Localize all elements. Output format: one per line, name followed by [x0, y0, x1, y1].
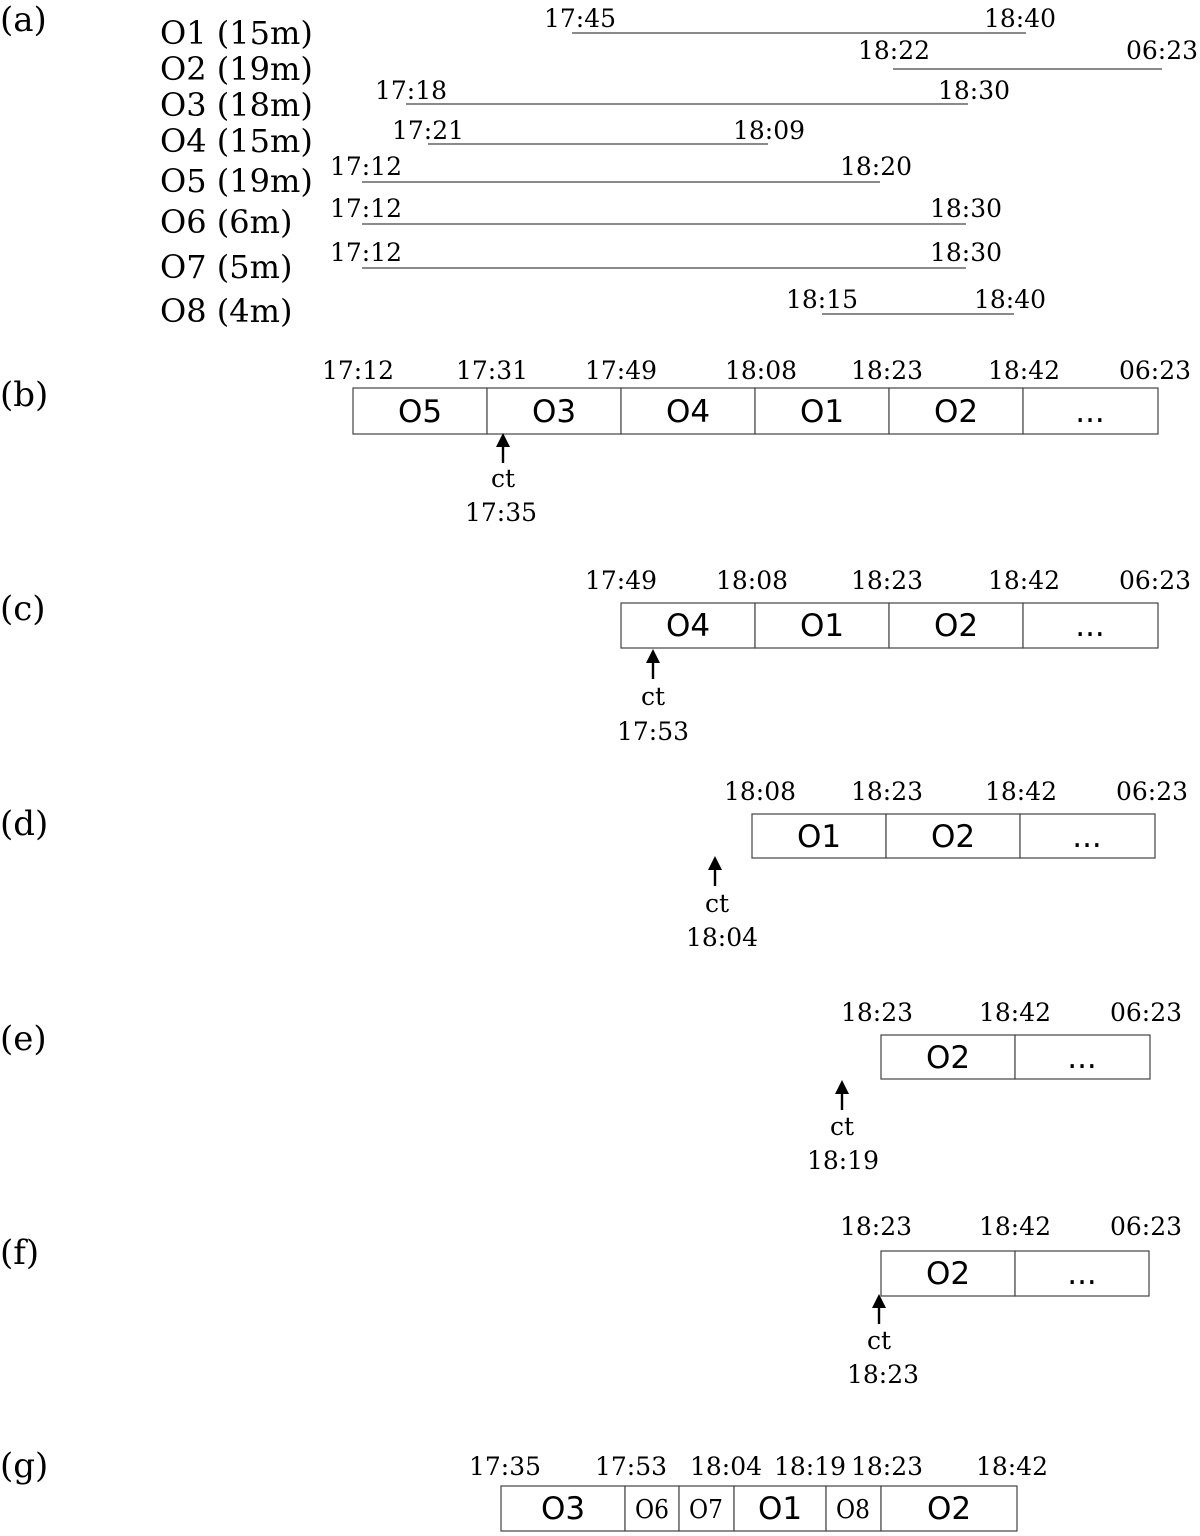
order-label-o5: O5 (19m): [160, 162, 313, 200]
panel-a: [0, 0, 1198, 330]
order-label-o3: O3 (18m): [160, 86, 313, 124]
interval-start-o7: 17:12: [330, 238, 403, 267]
panel-f: [0, 1212, 1182, 1389]
schedule-time: 18:08: [724, 356, 798, 385]
arrowhead-icon: [646, 649, 660, 663]
interval-o8: [160, 285, 1046, 330]
schedule-time: 18:04: [689, 1452, 763, 1481]
arrowhead-icon: [835, 1080, 849, 1094]
cell-label: O8: [836, 1495, 870, 1525]
order-label-o1: O1 (15m): [160, 14, 313, 52]
interval-start-o2: 18:22: [858, 36, 931, 65]
order-label-o4: O4 (15m): [160, 122, 313, 160]
cell-label: O1: [796, 819, 842, 855]
schedule-time: 18:42: [987, 356, 1061, 385]
cell-label: O1: [799, 608, 845, 644]
schedule-time: 18:23: [850, 1452, 924, 1481]
interval-start-o1: 17:45: [544, 4, 617, 33]
schedule-time: 18:42: [978, 998, 1052, 1027]
panel-label-b: (b): [0, 375, 49, 415]
schedule-time: 18:19: [773, 1452, 847, 1481]
schedule-time: 17:49: [584, 566, 658, 595]
schedule-time: 06:23: [1115, 777, 1189, 806]
cell-label: O2: [925, 1256, 971, 1292]
schedule-time: 18:08: [723, 777, 797, 806]
schedule-time: 18:23: [840, 998, 914, 1027]
ct-label: ct: [829, 1112, 855, 1141]
schedule-time: 18:23: [850, 566, 924, 595]
schedule-time: 17:31: [455, 356, 529, 385]
schedule-time: 18:42: [984, 777, 1058, 806]
schedule-time: 17:35: [468, 1452, 542, 1481]
schedule-time: 18:42: [975, 1452, 1049, 1481]
cell-label: ...: [1067, 1040, 1097, 1076]
interval-o7: [160, 238, 1002, 286]
schedule-time: 06:23: [1118, 356, 1192, 385]
panel-d: [0, 777, 1188, 952]
interval-end-o1: 18:40: [984, 4, 1057, 33]
interval-end-o6: 18:30: [930, 194, 1003, 223]
ct-label: ct: [866, 1326, 892, 1355]
current-time-marker: [847, 1294, 919, 1389]
schedule-time: 18:42: [978, 1212, 1052, 1241]
current-time-marker: [617, 649, 689, 746]
cell-label: O7: [689, 1495, 723, 1525]
schedule-time: 06:23: [1109, 998, 1183, 1027]
interval-o6: [160, 194, 1002, 241]
cell-label: O1: [757, 1491, 803, 1527]
schedule-time: 06:23: [1109, 1212, 1183, 1241]
panel-label-a: (a): [0, 0, 47, 40]
order-label-o2: O2 (19m): [160, 50, 313, 88]
interval-end-o4: 18:09: [733, 116, 806, 145]
interval-end-o8: 18:40: [974, 285, 1047, 314]
order-label-o7: O7 (5m): [160, 248, 293, 286]
schedule-time: 17:49: [584, 356, 658, 385]
interval-start-o6: 17:12: [330, 194, 403, 223]
interval-start-o3: 17:18: [375, 76, 448, 105]
panel-label-g: (g): [0, 1446, 49, 1486]
schedule-time: 18:42: [987, 566, 1061, 595]
interval-start-o8: 18:15: [786, 285, 859, 314]
interval-end-o3: 18:30: [938, 76, 1011, 105]
arrowhead-icon: [708, 856, 722, 870]
cell-label: O3: [531, 394, 577, 430]
ct-time: 18:23: [846, 1360, 920, 1389]
cell-label: O5: [397, 394, 443, 430]
interval-end-o7: 18:30: [930, 238, 1003, 267]
schedule-time: 18:23: [850, 356, 924, 385]
panel-label-e: (e): [0, 1019, 47, 1059]
cell-label: O4: [665, 394, 711, 430]
ct-time: 17:35: [464, 498, 538, 527]
cell-label: ...: [1072, 819, 1102, 855]
panel-label-d: (d): [0, 804, 49, 844]
interval-o4: [160, 116, 805, 160]
ct-time: 18:04: [685, 923, 759, 952]
schedule-time: 06:23: [1118, 566, 1192, 595]
cell-label: ...: [1075, 394, 1105, 430]
schedule-time: 18:23: [850, 777, 924, 806]
cell-label: O2: [933, 394, 979, 430]
schedule-time: 18:08: [715, 566, 789, 595]
schedule-time: 18:23: [839, 1212, 913, 1241]
panel-e: [0, 998, 1182, 1175]
order-label-o6: O6 (6m): [160, 203, 293, 241]
cell-label: O6: [635, 1495, 669, 1525]
schedule-time: 17:53: [594, 1452, 668, 1481]
interval-end-o5: 18:20: [840, 152, 913, 181]
current-time-marker: [465, 433, 537, 527]
cell-label: ...: [1067, 1256, 1097, 1292]
panel-c: [0, 566, 1191, 746]
interval-start-o5: 17:12: [330, 152, 403, 181]
panel-label-f: (f): [0, 1233, 40, 1273]
order-label-o8: O8 (4m): [160, 292, 293, 330]
cell-label: ...: [1075, 608, 1105, 644]
ct-time: 17:53: [616, 717, 690, 746]
ct-label: ct: [640, 682, 666, 711]
interval-end-o2: 06:23: [1126, 36, 1199, 65]
cell-label: O3: [540, 1491, 586, 1527]
ct-label: ct: [704, 889, 730, 918]
interval-start-o4: 17:21: [392, 116, 465, 145]
panel-b: [0, 356, 1191, 527]
schedule-time: 17:12: [321, 356, 395, 385]
panel-label-c: (c): [0, 589, 46, 629]
arrowhead-icon: [496, 433, 510, 447]
cell-label: O2: [930, 819, 976, 855]
current-time-marker: [686, 856, 758, 952]
cell-label: O2: [933, 608, 979, 644]
ct-label: ct: [490, 464, 516, 493]
panel-g: [0, 1446, 1048, 1531]
ct-time: 18:19: [806, 1146, 880, 1175]
cell-label: O2: [926, 1491, 972, 1527]
interval-o2: [160, 36, 1198, 88]
cell-label: O4: [665, 608, 711, 644]
cell-label: O2: [925, 1040, 971, 1076]
current-time-marker: [807, 1080, 879, 1175]
cell-label: O1: [799, 394, 845, 430]
